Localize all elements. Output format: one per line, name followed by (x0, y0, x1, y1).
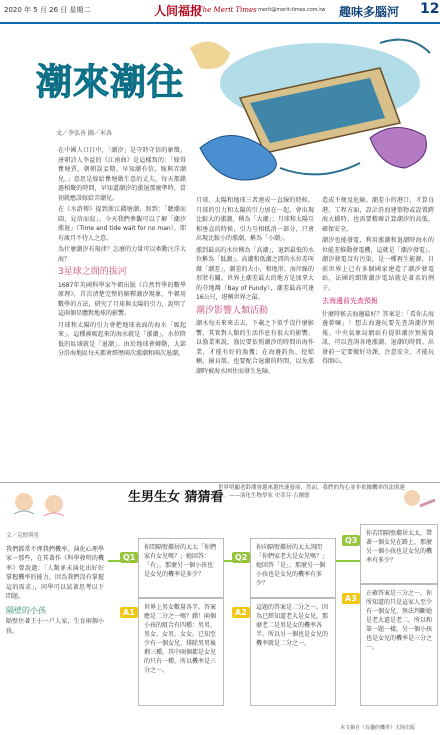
article-column-1 (58, 146, 186, 478)
paragraph: 潮水每天來來去去，下載之下似乎沒什麼影響，其實對人類的生活作息有很大的影響。以漁業來說，漁民要依照潮汐的時間出海作業，才能有好的漁獲；在海邊釣魚、挖蛤蜊、撿貝殼，也要配合退潮的時間，以免漲潮時被海水困住而發生危險。 (196, 320, 314, 375)
paragraph: 月球和太陽的引力會把地球表面的海水「吸起來」，這種被吸起來的海水就是「漲潮」，水位降低的區域就是「退潮」。由於地球會轉動，大部分沿海地區每天都會經歷兩次漲潮和兩次退潮。 (58, 321, 186, 357)
q3-box (360, 524, 438, 584)
paragraph: 在《水滸傳》提到浙江錢塘潮，寫到：「聽潮而圓，見信而寂」。今天我們參觀可以了解「潮汐漲退」（Time and tide wait for no man），即有歲月不待人之意。 (58, 206, 186, 242)
baby-icon (400, 486, 438, 512)
page-number: 12 (420, 1, 440, 17)
section-name: 趣味多腦河 (339, 5, 400, 19)
paragraph: 在中國人口目中，「潮汐」是守時守信的象徵。唐朝詩人李益的《江南曲》是這樣寫的：「嫁得瞿塘賈，朝朝誤妾期。早知潮有信，嫁與弄潮兒。」意思是嫁給瞿塘做生意的丈夫，每天都錯過相聚的時間，早知道潮汐的漲退那麼準時，當初就應該嫁給弄潮兒。 (58, 147, 186, 202)
subheading: 隔壁的小孩 (6, 605, 46, 615)
paragraph: 月球、太陽和地球三者連成一直線的時候，月球的引力和太陽的引力加在一起，會出現比較大的漲潮，稱為「大潮」；月球和太陽互相垂直的時候，引力互相抵消一部分，只會出現比較小的漲潮，稱為「小潮」。 (196, 197, 314, 242)
question-text: 你向隔壁鄰居的太太詢問「你們家老大是女兒嗎？」她回答「是」，那麼另一個小孩也是女兒的機率有多少？ (256, 544, 329, 587)
a1-badge: A1 (120, 600, 138, 619)
subheading: 3星球之間的拔河 (58, 267, 127, 277)
baby-illustration (4, 484, 104, 524)
subheading: 潮汐影響人類活動 (196, 305, 269, 316)
q1-box (138, 538, 224, 598)
paragraph: 什麼時候去海邊最好？答案是：「看你去海邊幹嘛」！想去海邊玩要先查詢潮汐預報。中央氣象局網站有提供潮汐預報資訊，可以查詢各地漲潮、退潮的時間。出發前一定要做好功課，注意安全，才能玩得開心。 (322, 310, 434, 365)
a3-badge: A3 (342, 586, 360, 605)
contact-url: merit@merit-times.com.tw (258, 7, 326, 13)
paragraph: 隔壁住著王小一户人家，生育兩個小孩。 (6, 618, 104, 635)
a2-badge: A2 (232, 600, 250, 619)
paragraph: 造成不便及危險。潮差小的港口，才算良港。工程方面，設計沿海建築物或設置跨海大橋時，也需要精確計算潮汐的高低，確保安全。 (322, 197, 434, 233)
article-column-3 (322, 196, 434, 478)
q2-box (250, 538, 336, 598)
newspaper-logo-en: The Merit Times (198, 6, 257, 14)
section-divider (0, 482, 440, 483)
paragraph: 潮汐也能發電，利用漲潮和退潮時海水的位能差推動發電機，這就是「潮汐發電」。潮汐發電沒有污染，是一種再生能源，目前世界上已有多個國家建造了潮汐發電站，法國的朗斯潮汐電站就是著名的例子。 (322, 237, 434, 292)
question-text: 你問隔壁鄰居的太太「你們家有女兒嗎？」她回答：「有」。那麼另一個小孩也是女兒的機率是多少？ (144, 544, 217, 578)
a1-box (138, 598, 224, 706)
quiz-intro (6, 532, 104, 722)
article-byline: 文／李弘善 圖／米各 (56, 130, 112, 137)
quiz-author: 文／克野與男 (6, 533, 40, 539)
q1-badge: Q1 (120, 545, 138, 564)
a2-box (250, 598, 336, 706)
paragraph: 為什麼潮汐有規律？怎麼的力量可以牽動汪洋大海？ (58, 246, 186, 263)
a3-box (360, 584, 438, 706)
page-header (0, 0, 440, 24)
article-column-2 (196, 196, 314, 478)
answer-text: 世界上男女數量各半，答案應是二分之一嗎？錯！兩個小孩的組合有四種：男男、男女、女男、女女。已知至少有一個女兒，排除男男後剩三種，其中兩個都是女兒的只有一種，所以機率是三分之一。 (144, 604, 217, 674)
paragraph: 1687年英國科學家牛頓出版《自然哲學的數學原理》，首次清楚完整的解釋潮汐現象。牛頓用數學的方法，研究了月球與太陽的引力，說明了這兩個星體對地球的影響。 (58, 281, 186, 317)
source-credit: 本文摘自《有趣的機率》大陸出版 (340, 725, 416, 731)
answer-text: 這題的答案是二分之一。因為已經知道老大是女兒，那麼老二是男是女的機率各半，所以另一個也是女兒的機率就是二分之一。 (256, 604, 329, 647)
quote: 世界明顯老龄潮會越來越快速發展，然而，我們的均心並非依據機率的法則運作。——演化生物學家 史蒂芬·古爾德 (218, 485, 406, 499)
article-title: 潮來潮往 (36, 62, 185, 103)
paragraph: 漲到最高的水位稱為「高潮」，退到最低的水位稱為「低潮」。高潮和低潮之間的水位差叫做「潮差」，潮差的大小，和地形、海岸線的形狀有關。世界上潮差最大的地方是加拿大的芬地灣（Bay of Fundy），潮差最高可達16公尺，堪稱世界之最。 (196, 246, 314, 301)
quiz-title: 生男生女 猜猜看 (128, 490, 224, 505)
issue-date: 2020 年 5 月 26 日 星期二 (4, 6, 91, 14)
paragraph: 我們都常不理我們機率。演化心理學家一那些，在其著作《科學發明的機率》曾說過：「人類並未演化出好好掌握機率的能力，因為我們沒有掌握這的需求」，同學可以試著思考以下問題。 (6, 545, 104, 600)
newspaper-logo: 人间福报 (154, 4, 203, 18)
tide-illustration (170, 28, 440, 193)
answer-text: 正確答案是三分之一。你所知道的只是這家人至少有一個女兒，無法判斷她是老大還是老二，所以和第一題一樣，另一個小孩也是女兒的機率是三分之一。 (366, 590, 433, 651)
q3-badge: Q3 (342, 528, 360, 547)
q2-badge: Q2 (232, 545, 250, 564)
question-text: 你若問隔壁鄰居太太，帶著一個女兒在路上，那麼另一個小孩也是女兒的機率有多少？ (366, 530, 433, 564)
subheading: 去海邊前先查預報 (322, 297, 378, 305)
